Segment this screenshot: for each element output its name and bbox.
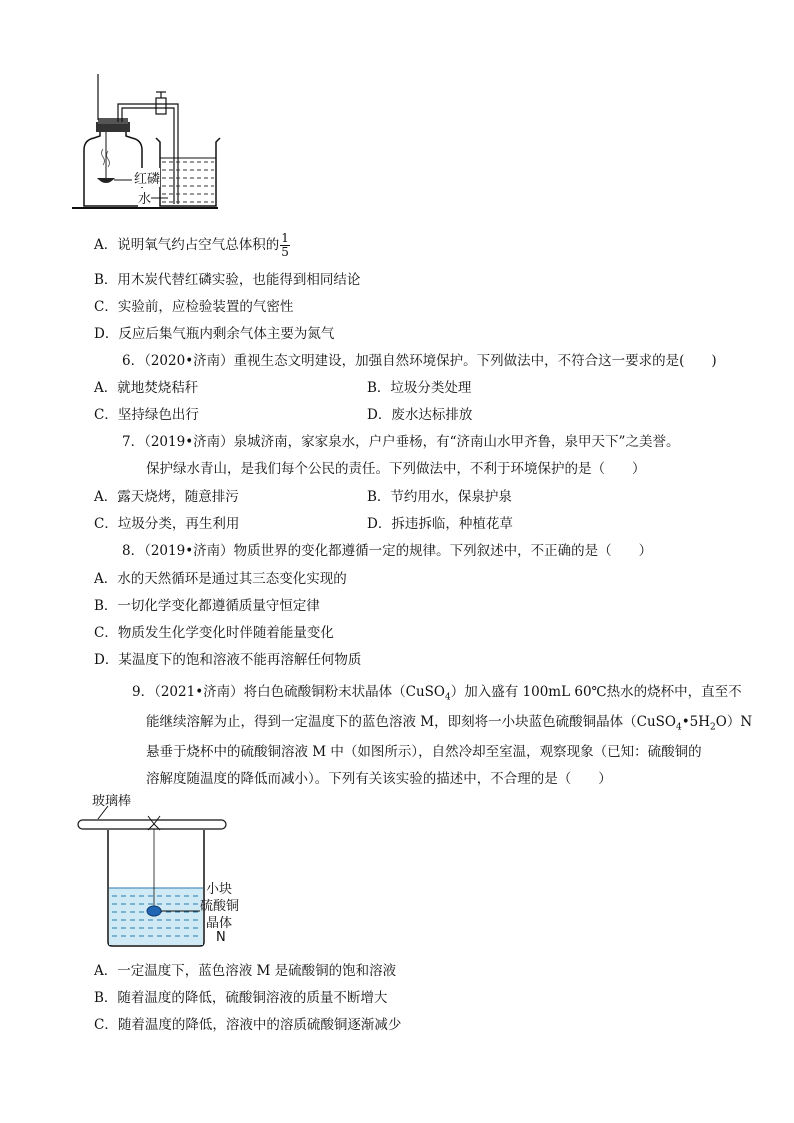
- q5-option-a-text: A．说明氧气约占空气总体积的: [94, 237, 280, 254]
- q8-option-a: A．水的天然循环是通过其三态变化实现的: [94, 571, 347, 587]
- label-crystal-line2: 硫酸铜: [200, 899, 240, 914]
- beaker-figure-copper-sulfate: [76, 790, 266, 955]
- q9-stem-line4: 溶解度随温度的降低而减小）。下列有关该实验的描述中，不合理的是（ ）: [146, 771, 612, 787]
- fraction-one-fifth: [280, 232, 290, 259]
- q7-stem-line2: 保护绿水青山，是我们每个公民的责任。下列做法中，不利于环境保护的是（ ）: [146, 461, 646, 477]
- fraction-denominator: 5: [281, 245, 289, 260]
- label-crystal-line4: N: [216, 930, 226, 945]
- q7-option-c: C．垃圾分类，再生利用: [94, 516, 240, 532]
- beaker-drawing: [76, 790, 266, 955]
- q9-option-b: B．随着温度的降低，硫酸铜溶液的质量不断增大: [94, 990, 388, 1006]
- q9-stem-line2: [146, 710, 752, 733]
- q5-option-c: C．实验前，应检验装置的气密性: [94, 299, 294, 315]
- q5-option-d: D．反应后集气瓶内剩余气体主要为氮气: [94, 326, 335, 342]
- q5-option-b: B．用木炭代替红磷实验，也能得到相同结论: [94, 272, 361, 288]
- q5-option-a: [94, 232, 290, 259]
- subscript-4: 4: [445, 692, 451, 703]
- q9-line1-part-b: ）加入盛有 100mL 60℃热水的烧杯中，直至不: [450, 684, 742, 700]
- label-red-phosphorus: 红磷: [134, 168, 160, 187]
- q9-stem-line1: [132, 680, 742, 703]
- q8-stem: 8．（2019•济南）物质世界的变化都遵循一定的规律。下列叙述中，不正确的是（ ）: [122, 543, 653, 559]
- q9-option-a: A．一定温度下，蓝色溶液 M 是硫酸铜的饱和溶液: [94, 963, 397, 979]
- apparatus-figure-phosphorus: [70, 70, 230, 215]
- fraction-numerator: 1: [281, 231, 289, 245]
- q9-stem-line3: 悬垂于烧杯中的硫酸铜溶液 M 中（如图所示），自然冷却至室温，观察现象（已知：硫酸铜的: [146, 744, 702, 760]
- q9-line2-mid: •5H: [681, 714, 711, 730]
- q9-line2-part-a: 能继续溶解为止，得到一定温度下的蓝色溶液 M，即刻将一小块蓝色硫酸铜晶体（CuSO: [146, 714, 676, 730]
- q6-option-b: B．垃圾分类处理: [367, 380, 472, 396]
- q6-option-d: D．废水达标排放: [367, 407, 473, 423]
- q8-option-d: D．某温度下的饱和溶液不能再溶解任何物质: [94, 652, 362, 668]
- subscript-4: 4: [675, 722, 682, 733]
- label-glass-rod: 玻璃棒: [92, 794, 132, 809]
- label-water: 水: [138, 188, 151, 207]
- q7-option-d: D．拆违拆临，种植花草: [367, 516, 513, 532]
- label-crystal-line1: 小块: [206, 882, 233, 897]
- subscript-2: 2: [710, 722, 716, 733]
- q7-option-b: B．节约用水，保泉护泉: [367, 489, 512, 505]
- q9-option-c: C．随着温度的降低，溶液中的溶质硫酸铜逐渐减少: [94, 1017, 402, 1033]
- q9-line1-part-a: 9．（2021•济南）将白色硫酸铜粉末状晶体（CuSO: [132, 684, 445, 700]
- q8-option-c: C．物质发生化学变化时伴随着能量变化: [94, 625, 334, 641]
- q6-stem: 6．（2020•济南）重视生态文明建设，加强自然环境保护。下列做法中，不符合这一要求的是( ): [122, 353, 717, 369]
- label-crystal-line3: 晶体: [206, 916, 233, 931]
- q7-option-a: A．露天烧烤，随意排污: [94, 489, 239, 505]
- q6-option-c: C．坚持绿色出行: [94, 407, 199, 423]
- q9-line2-part-b: O）N: [715, 714, 753, 730]
- q7-stem-line1: 7．（2019•济南）泉城济南，家家泉水，户户垂杨，有“济南山水甲齐鲁，泉甲天下”之美誉。: [122, 434, 680, 450]
- q6-option-a: A．就地焚烧秸秆: [94, 380, 199, 396]
- q8-option-b: B．一切化学变化都遵循质量守恒定律: [94, 598, 320, 614]
